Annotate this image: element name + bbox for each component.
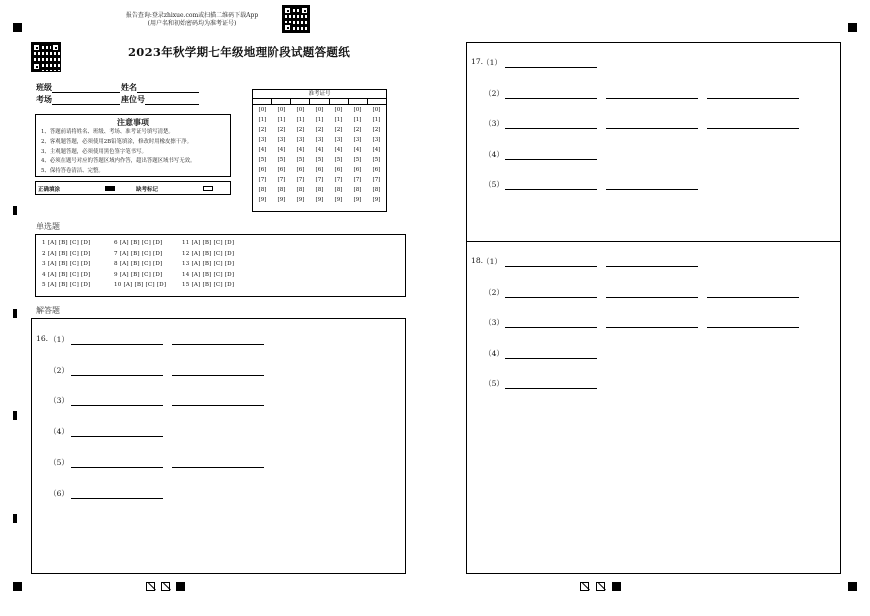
- q16-part-label: （3）: [49, 396, 70, 406]
- q17-answer-line[interactable]: [707, 98, 799, 99]
- q17-answer-line[interactable]: [505, 98, 597, 99]
- choice-question-bubbles[interactable]: 12 [A] [B] [C] [D]: [182, 250, 235, 257]
- exam-digit-bubble[interactable]: [8]: [372, 187, 381, 193]
- notice-box: [35, 114, 231, 177]
- q17-answer-line[interactable]: [505, 67, 597, 68]
- exam-number-column: [310, 105, 329, 205]
- exam-number-column: [367, 105, 386, 205]
- q16-answer-line[interactable]: [71, 436, 163, 437]
- single-choice-heading: 单选题: [36, 222, 60, 231]
- exam-number-cell[interactable]: [272, 99, 291, 104]
- exam-digit-bubble[interactable]: [1]: [277, 117, 286, 123]
- fill-legend: [35, 181, 231, 195]
- exam-digit-bubble[interactable]: [0]: [353, 107, 362, 113]
- exam-number-column: [291, 105, 310, 205]
- exam-digit-bubble[interactable]: [7]: [277, 177, 286, 183]
- exam-digit-bubble[interactable]: [6]: [353, 167, 362, 173]
- exam-digit-bubble[interactable]: [2]: [315, 127, 324, 133]
- single-choice-box: [35, 234, 406, 297]
- page-mark-blank: [596, 582, 605, 591]
- exam-digit-bubble[interactable]: [4]: [353, 147, 362, 153]
- exam-digit-bubble[interactable]: [9]: [258, 197, 267, 203]
- exam-digit-bubble[interactable]: [5]: [315, 157, 324, 163]
- choice-question-bubbles[interactable]: 13 [A] [B] [C] [D]: [182, 261, 235, 267]
- exam-digit-bubble[interactable]: [4]: [372, 147, 381, 153]
- q16-answer-box: [31, 318, 406, 574]
- exam-number-cell[interactable]: [368, 99, 386, 104]
- q18-part-label: （2）: [484, 287, 505, 297]
- q18-answer-line[interactable]: [606, 327, 698, 328]
- notice-item: 1、答题前请将姓名、班级、考场、准考证号填写清楚。: [41, 129, 174, 135]
- notice-item: 4、必须在题号对应的答题区域内作答，超出答题区域书写无效。: [41, 158, 196, 165]
- q16-answer-line[interactable]: [172, 344, 264, 345]
- exam-digit-bubble[interactable]: [6]: [334, 167, 343, 173]
- exam-number-column: [272, 105, 291, 205]
- page-title: 2023年秋学期七年级地理阶段试题答题纸: [128, 45, 351, 59]
- exam-digit-bubble[interactable]: [0]: [296, 107, 305, 113]
- exam-number-column: [329, 105, 348, 205]
- exam-digit-bubble[interactable]: [9]: [334, 197, 343, 203]
- missing-mark-label: 缺考标记: [136, 187, 159, 193]
- choice-question-bubbles[interactable]: 3 [A] [B] [C] [D]: [42, 261, 91, 267]
- exam-digit-bubble[interactable]: [0]: [372, 107, 381, 113]
- exam-digit-bubble[interactable]: [1]: [258, 117, 267, 123]
- qr-code-icon: [282, 5, 310, 33]
- q16-answer-line[interactable]: [71, 405, 163, 406]
- name-input[interactable]: [137, 84, 199, 93]
- q16-answer-line[interactable]: [71, 344, 163, 345]
- exam-digit-bubble[interactable]: [4]: [277, 147, 286, 153]
- q16-answer-line[interactable]: [172, 375, 264, 376]
- q18-answer-line[interactable]: [505, 266, 597, 267]
- q18-answer-line[interactable]: [606, 297, 698, 298]
- class-label: 班级: [36, 82, 52, 92]
- exam-digit-bubble[interactable]: [8]: [277, 187, 286, 193]
- exam-digit-bubble[interactable]: [1]: [334, 117, 343, 123]
- exam-digit-bubble[interactable]: [6]: [296, 167, 305, 173]
- exam-digit-bubble[interactable]: [8]: [315, 187, 324, 193]
- exam-digit-bubble[interactable]: [5]: [334, 157, 343, 163]
- registration-mark-top-right: [848, 23, 857, 32]
- exam-digit-bubble[interactable]: [0]: [277, 107, 286, 113]
- exam-digit-bubble[interactable]: [6]: [372, 167, 381, 173]
- correct-fill-sample: [105, 186, 115, 191]
- q17-part-label: （4）: [484, 149, 505, 159]
- page-mark-filled: [176, 582, 185, 591]
- exam-digit-bubble[interactable]: [9]: [296, 197, 305, 203]
- report-note: [112, 12, 272, 28]
- exam-digit-bubble[interactable]: [3]: [277, 137, 286, 143]
- exam-digit-bubble[interactable]: [7]: [258, 177, 267, 183]
- exam-digit-bubble[interactable]: [7]: [315, 177, 324, 183]
- q17-number: 17.: [471, 57, 484, 66]
- choice-question-bubbles[interactable]: 1 [A] [B] [C] [D]: [42, 240, 91, 246]
- exam-digit-bubble[interactable]: [2]: [296, 127, 305, 133]
- q18-answer-line[interactable]: [505, 297, 597, 298]
- q17-part-label: （3）: [484, 119, 505, 128]
- exam-digit-bubble[interactable]: [0]: [334, 107, 343, 113]
- exam-digit-bubble[interactable]: [4]: [315, 147, 324, 153]
- exam-digit-bubble[interactable]: [7]: [334, 177, 343, 183]
- exam-digit-bubble[interactable]: [6]: [258, 167, 267, 173]
- name-field: [121, 82, 199, 93]
- exam-number-bubbles: [253, 105, 386, 205]
- exam-digit-bubble[interactable]: [4]: [258, 147, 267, 153]
- q17-answer-line[interactable]: [505, 128, 597, 129]
- exam-number-column: [348, 105, 367, 205]
- q18-part-label: （3）: [484, 318, 505, 327]
- timing-mark: [13, 309, 17, 318]
- exam-digit-bubble[interactable]: [3]: [296, 137, 305, 143]
- exam-digit-bubble[interactable]: [2]: [334, 127, 343, 133]
- seat-label: 座位号: [121, 94, 145, 104]
- q16-answer-line[interactable]: [71, 375, 163, 376]
- exam-digit-bubble[interactable]: [6]: [277, 167, 286, 173]
- correct-fill-label: 正确填涂: [38, 187, 61, 193]
- q17-part-label: （5）: [484, 180, 505, 189]
- exam-digit-bubble[interactable]: [5]: [277, 157, 286, 163]
- exam-digit-bubble[interactable]: [3]: [353, 137, 362, 143]
- seat-field: [121, 94, 199, 105]
- q17-answer-line[interactable]: [707, 128, 799, 129]
- exam-number-column: [253, 105, 272, 205]
- notice-item: 2、客观题答题，必须使用2B铅笔填涂，修改时用橡皮擦干净。: [41, 138, 192, 145]
- q18-part-label: （4）: [484, 348, 505, 358]
- exam-digit-bubble[interactable]: [1]: [353, 117, 362, 123]
- exam-number-grid: [252, 89, 387, 212]
- q16-answer-line[interactable]: [71, 467, 163, 468]
- exam-number-cell[interactable]: [310, 99, 329, 104]
- q18-answer-line[interactable]: [707, 297, 799, 298]
- q18-part-label: （1）: [482, 257, 503, 266]
- q16-number: 16.: [36, 334, 49, 343]
- exam-number-cell[interactable]: [253, 99, 272, 104]
- exam-digit-bubble[interactable]: [3]: [372, 137, 381, 143]
- exam-digit-bubble[interactable]: [1]: [315, 117, 324, 123]
- exam-digit-bubble[interactable]: [7]: [372, 177, 381, 183]
- page-mark-blank: [146, 582, 155, 591]
- choice-question-bubbles[interactable]: 7 [A] [B] [C] [D]: [114, 250, 163, 257]
- q17-answer-box: [466, 42, 841, 242]
- exam-digit-bubble[interactable]: [9]: [353, 197, 362, 203]
- page-mark-blank: [161, 582, 170, 591]
- q18-answer-box: [466, 241, 841, 574]
- choice-question-bubbles[interactable]: 4 [A] [B] [C] [D]: [42, 271, 91, 278]
- choice-question-bubbles[interactable]: 2 [A] [B] [C] [D]: [42, 250, 91, 257]
- exam-number-cell[interactable]: [349, 99, 368, 104]
- exam-number-header: 准考证号: [253, 90, 386, 99]
- choice-question-bubbles[interactable]: 8 [A] [B] [C] [D]: [114, 261, 163, 267]
- exam-digit-bubble[interactable]: [5]: [353, 157, 362, 163]
- notice-title: 注意事项: [117, 117, 149, 127]
- answer-heading: 解答题: [36, 306, 60, 315]
- exam-digit-bubble[interactable]: [3]: [334, 137, 343, 143]
- choice-question-bubbles[interactable]: 5 [A] [B] [C] [D]: [42, 282, 91, 288]
- q16-part-label: （6）: [49, 488, 70, 498]
- page-mark-filled: [612, 582, 621, 591]
- q18-answer-line[interactable]: [505, 358, 597, 359]
- page-mark-blank: [580, 582, 589, 591]
- q16-part-label: （2）: [49, 365, 70, 375]
- registration-mark-top-left: [13, 23, 22, 32]
- q17-answer-line[interactable]: [505, 189, 597, 190]
- report-note-line2: (用户名和初始密码均为准考证号): [147, 20, 237, 27]
- q17-part-label: （1）: [482, 58, 503, 67]
- exam-number-cell[interactable]: [291, 99, 310, 104]
- exam-digit-bubble[interactable]: [7]: [353, 177, 362, 183]
- exam-digit-bubble[interactable]: [9]: [372, 197, 381, 203]
- exam-digit-bubble[interactable]: [5]: [258, 157, 267, 163]
- report-note-line1: 报告查询:登录zhixue.com或扫描二维码下载App: [125, 12, 259, 19]
- choice-question-bubbles[interactable]: 14 [A] [B] [C] [D]: [182, 271, 235, 278]
- q17-answer-line[interactable]: [505, 159, 597, 160]
- exam-digit-bubble[interactable]: [8]: [334, 187, 343, 193]
- q16-part-label: （5）: [49, 457, 70, 467]
- q18-answer-line[interactable]: [505, 388, 597, 389]
- exam-digit-bubble[interactable]: [7]: [296, 177, 305, 183]
- exam-digit-bubble[interactable]: [4]: [334, 147, 343, 153]
- exam-digit-bubble[interactable]: [2]: [372, 127, 381, 133]
- choice-question-bubbles[interactable]: 10 [A] [B] [C] [D]: [114, 282, 167, 288]
- room-field: [36, 94, 120, 105]
- q18-answer-line[interactable]: [505, 327, 597, 328]
- choice-question-bubbles[interactable]: 15 [A] [B] [C] [D]: [182, 282, 235, 288]
- exam-digit-bubble[interactable]: [8]: [296, 187, 305, 193]
- exam-digit-bubble[interactable]: [0]: [258, 107, 267, 113]
- exam-digit-bubble[interactable]: [2]: [277, 127, 286, 133]
- timing-mark: [13, 411, 17, 420]
- qr-code-icon: [31, 42, 61, 72]
- exam-digit-bubble[interactable]: [1]: [296, 117, 305, 123]
- q17-answer-line[interactable]: [606, 98, 698, 99]
- choice-question-bubbles[interactable]: 6 [A] [B] [C] [D]: [114, 240, 163, 246]
- q17-part-label: （2）: [484, 88, 505, 98]
- exam-digit-bubble[interactable]: [2]: [353, 127, 362, 133]
- exam-digit-bubble[interactable]: [0]: [315, 107, 324, 113]
- q16-answer-line[interactable]: [172, 405, 264, 406]
- q16-answer-line[interactable]: [71, 498, 163, 499]
- exam-digit-bubble[interactable]: [6]: [315, 167, 324, 173]
- exam-digit-bubble[interactable]: [3]: [315, 137, 324, 143]
- seat-input[interactable]: [145, 96, 199, 105]
- exam-digit-bubble[interactable]: [9]: [277, 197, 286, 203]
- timing-mark: [13, 514, 17, 523]
- room-label: 考场: [36, 94, 52, 104]
- choice-question-bubbles[interactable]: 11 [A] [B] [C] [D]: [182, 240, 235, 246]
- exam-digit-bubble[interactable]: [8]: [258, 187, 267, 193]
- q18-part-label: （5）: [484, 379, 505, 388]
- exam-digit-bubble[interactable]: [2]: [258, 127, 267, 133]
- timing-mark: [13, 206, 17, 215]
- q18-answer-line[interactable]: [606, 266, 698, 267]
- q17-answer-line[interactable]: [606, 128, 698, 129]
- notice-item: 3、主观题答题，必须使用黑色签字笔书写。: [41, 148, 147, 155]
- exam-number-cell[interactable]: [330, 99, 349, 104]
- notice-item: 5、保持答卷清洁、完整。: [41, 168, 104, 175]
- exam-digit-bubble[interactable]: [4]: [296, 147, 305, 153]
- exam-digit-bubble[interactable]: [5]: [296, 157, 305, 163]
- q16-part-label: （1）: [49, 335, 70, 344]
- q16-answer-line[interactable]: [172, 467, 264, 468]
- exam-digit-bubble[interactable]: [8]: [353, 187, 362, 193]
- q18-answer-line[interactable]: [707, 327, 799, 328]
- q16-part-label: （4）: [49, 427, 70, 437]
- class-field: [36, 82, 120, 93]
- missing-mark-checkbox[interactable]: [203, 186, 213, 191]
- q17-answer-line[interactable]: [606, 189, 698, 190]
- exam-digit-bubble[interactable]: [1]: [372, 117, 381, 123]
- q18-number: 18.: [471, 256, 484, 265]
- room-input[interactable]: [52, 96, 120, 105]
- choice-question-bubbles[interactable]: 9 [A] [B] [C] [D]: [114, 271, 163, 278]
- registration-mark-bottom-left: [13, 582, 22, 591]
- exam-digit-bubble[interactable]: [9]: [315, 197, 324, 203]
- class-input[interactable]: [52, 84, 120, 93]
- exam-digit-bubble[interactable]: [5]: [372, 157, 381, 163]
- registration-mark-bottom-right: [848, 582, 857, 591]
- name-label: 姓名: [121, 82, 137, 92]
- exam-digit-bubble[interactable]: [3]: [258, 137, 267, 143]
